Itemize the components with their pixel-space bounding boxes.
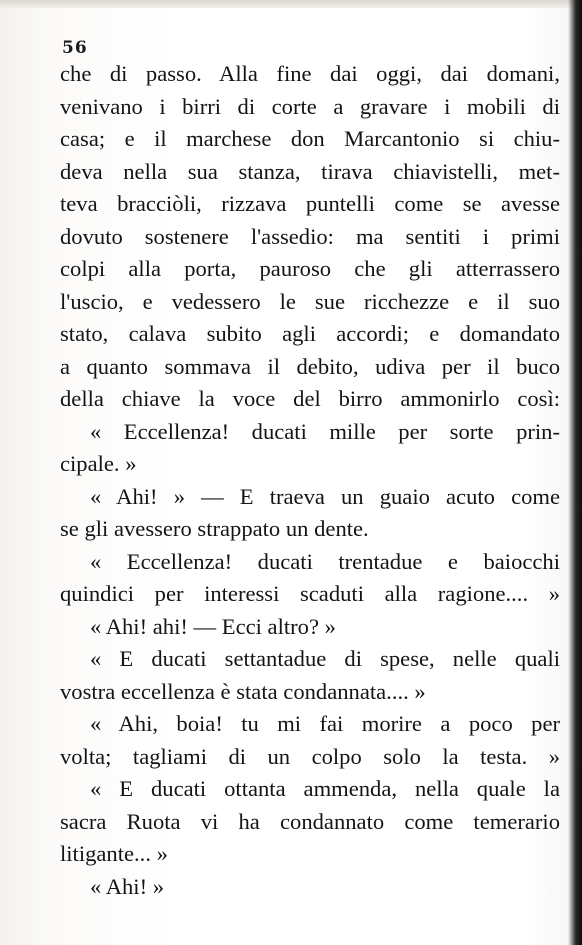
- text-line: che di passo. Alla fine dai oggi, dai domani,: [60, 61, 560, 86]
- text-line: se gli avessero strappato un dente.: [60, 516, 369, 541]
- text-line: della chiave la voce del birro ammonirlo così:: [60, 386, 560, 411]
- text-line: casa; e il marchese don Marcantonio si chiu-: [60, 126, 560, 151]
- text-line: sacra Ruota vi ha condannato come temerario: [60, 808, 560, 834]
- text-line: dovuto sostenere l'assedio: ma sentiti i primi: [60, 223, 560, 249]
- text-line: colpi alla porta, pauroso che gli atterrassero: [60, 256, 560, 281]
- text-line: vostra eccellenza è stata condannata.... »: [60, 678, 426, 704]
- text-line: « Ahi! ahi! — Ecci altro? »: [90, 613, 336, 639]
- page-number: 56: [62, 38, 88, 58]
- text-line: cipale. »: [60, 451, 137, 476]
- text-line: « Ahi! » — E traeva un guaio acuto come: [90, 483, 560, 509]
- text-line: « Eccellenza! ducati trentadue e baiocchi: [90, 548, 560, 574]
- text-line: l'uscio, e vedessero le sue ricchezze e il suo: [60, 288, 560, 314]
- text-line: quindici per interessi scaduti alla ragione.... »: [60, 581, 560, 606]
- text-line: « E ducati ottanta ammenda, nella quale la: [90, 776, 560, 801]
- text-line: stato, calava subito agli accordi; e domandato: [60, 321, 560, 346]
- text-line: teva bracciòli, rizzava puntelli come se avesse: [60, 191, 560, 216]
- text-line: litigante... »: [60, 841, 168, 866]
- text-line: a quanto sommava il debito, udiva per il buco: [60, 353, 560, 379]
- page-text: [60, 58, 560, 903]
- text-line: venivano i birri di corte a gravare i mobili di: [60, 93, 560, 119]
- text-line: « Eccellenza! ducati mille per sorte prin-: [90, 418, 560, 444]
- text-line: deva nella sua stanza, tirava chiavistelli, met-: [60, 158, 560, 184]
- text-line: volta; tagliami di un colpo solo la testa. »: [60, 743, 560, 769]
- page-top-edge: [0, 0, 582, 8]
- text-line: « Ahi! »: [90, 873, 165, 899]
- text-line: « E ducati settantadue di spese, nelle quali: [90, 646, 560, 671]
- text-line: « Ahi, boia! tu mi fai morire a poco per: [90, 711, 560, 736]
- page-binding-shadow: [568, 0, 582, 945]
